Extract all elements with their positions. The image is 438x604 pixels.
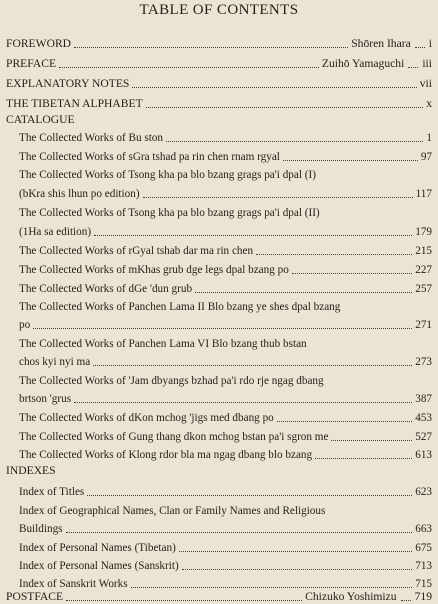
entry-title-cont: po <box>19 319 31 331</box>
entry-label: POSTFACE <box>6 590 64 603</box>
entry-title-cont: brtson 'grus <box>19 393 72 405</box>
dot-leader <box>33 328 412 329</box>
entry-title: The Collected Works of rGyal tshab dar ma rin chen <box>19 245 254 257</box>
toc-entry[interactable] <box>19 428 432 444</box>
entry-page: 719 <box>414 590 432 603</box>
toc-entry[interactable] <box>19 261 432 277</box>
toc-entry[interactable] <box>19 280 432 296</box>
dot-leader <box>195 292 412 293</box>
entry-title: Index of Personal Names (Sanskrit) <box>19 560 179 572</box>
toc-entry-preface[interactable] <box>6 55 432 71</box>
entry-title-cont: Buildings <box>19 523 63 535</box>
entry-title: The Collected Works of Bu ston <box>19 132 163 144</box>
toc-entry[interactable] <box>19 129 432 145</box>
toc-entry[interactable] <box>19 316 432 332</box>
entry-page: 387 <box>415 393 432 405</box>
entry-page: 273 <box>415 356 432 368</box>
dot-leader <box>315 458 412 459</box>
entry-page: 623 <box>415 486 432 498</box>
entry-title: Index of Sanskrit Works <box>19 578 128 590</box>
entry-title: The Collected Works of Gung thang dkon mchog bstan pa'i sgron me <box>19 431 329 443</box>
toc-entry-explanatory-notes[interactable] <box>6 75 432 91</box>
dot-leader <box>166 141 423 142</box>
entry-label: FOREWORD <box>6 37 72 50</box>
dot-leader <box>331 440 412 441</box>
toc-entry-line1[interactable] <box>19 298 432 314</box>
entry-page: 215 <box>415 245 432 257</box>
entry-page: 257 <box>415 283 432 295</box>
entry-title: The Collected Works of Tsong kha pa blo bzang grags pa'i dpal (II) <box>19 207 320 219</box>
toc-entry[interactable] <box>19 539 432 555</box>
entry-page: 1 <box>426 132 432 144</box>
entry-page: iii <box>422 57 432 70</box>
dot-leader <box>408 67 418 68</box>
entry-page: 179 <box>415 226 432 238</box>
entry-author: Zuihō Yamaguchi <box>321 57 405 70</box>
toc-entry-line1[interactable] <box>19 502 432 518</box>
dot-leader <box>132 87 416 88</box>
entry-title: The Collected Works of dKon mchog 'jigs med dbang po <box>19 412 274 424</box>
dot-leader <box>66 532 413 533</box>
entry-title: The Collected Works of 'Jam dbyangs bzhad pa'i rdo rje ngag dbang <box>19 375 324 387</box>
entry-page: 97 <box>420 151 432 163</box>
entry-title: The Collected Works of mKhas grub dge legs dpal bzang po <box>19 264 289 276</box>
entry-title: The Collected Works of Panchen Lama VI Blo bzang thub bstan <box>19 338 307 350</box>
toc-entry[interactable] <box>19 409 432 425</box>
entry-label: PREFACE <box>6 57 57 70</box>
entry-title: The Collected Works of Tsong kha pa blo bzang grags pa'i dpal (I) <box>19 169 316 181</box>
entry-title: Index of Titles <box>19 486 85 498</box>
toc-entry[interactable] <box>19 223 432 239</box>
entry-page: 453 <box>415 412 432 424</box>
dot-leader <box>179 551 412 552</box>
toc-entry-postface[interactable] <box>6 588 432 604</box>
entry-page: vii <box>419 77 432 90</box>
dot-leader <box>292 273 412 274</box>
dot-leader <box>146 107 424 108</box>
entry-page: 271 <box>415 319 432 331</box>
dot-leader <box>94 235 412 236</box>
toc-entry[interactable] <box>19 353 432 369</box>
dot-leader <box>401 600 411 601</box>
toc-entry[interactable] <box>19 557 432 573</box>
dot-leader <box>93 365 412 366</box>
entry-title-cont: (1Ha sa edition) <box>19 226 92 238</box>
dot-leader <box>256 254 412 255</box>
toc-entry-line1[interactable] <box>19 204 432 220</box>
entry-label: EXPLANATORY NOTES <box>6 77 130 90</box>
entry-title: Index of Geographical Names, Clan or Family Names and Religious <box>19 505 326 517</box>
entry-title: The Collected Works of dGe 'dun grub <box>19 283 193 295</box>
section-heading-indexes: INDEXES <box>6 464 56 477</box>
dot-leader <box>283 160 418 161</box>
entry-page: 227 <box>415 264 432 276</box>
entry-title: The Collected Works of sGra tshad pa rin chen rnam rgyal <box>19 151 280 163</box>
toc-entry[interactable] <box>19 185 432 201</box>
toc-entry-tibetan-alphabet[interactable] <box>6 95 432 111</box>
toc-entry-line1[interactable] <box>19 335 432 351</box>
dot-leader <box>66 600 302 601</box>
toc-entry-foreword[interactable] <box>6 35 432 51</box>
entry-title: Index of Personal Names (Tibetan) <box>19 542 176 554</box>
dot-leader <box>415 47 425 48</box>
entry-author: Chizuko Yoshimizu <box>305 590 397 603</box>
dot-leader <box>182 569 413 570</box>
toc-entry[interactable] <box>19 390 432 406</box>
entry-page: 713 <box>415 560 432 572</box>
entry-title-cont: chos kyi nyi ma <box>19 356 91 368</box>
toc-entry-line1[interactable] <box>19 166 432 182</box>
toc-entry[interactable] <box>19 148 432 164</box>
toc-entry[interactable] <box>19 242 432 258</box>
toc-entry[interactable] <box>19 446 432 462</box>
entry-page: 117 <box>415 188 432 200</box>
entry-title-cont: (bKra shis lhun po edition) <box>19 188 140 200</box>
dot-leader <box>87 495 412 496</box>
entry-label: THE TIBETAN ALPHABET <box>6 97 143 110</box>
entry-page: 663 <box>415 523 432 535</box>
entry-page: 527 <box>415 431 432 443</box>
entry-page: 715 <box>415 578 432 590</box>
page-title: TABLE OF CONTENTS <box>139 2 299 18</box>
toc-entry-line1[interactable] <box>19 372 432 388</box>
entry-page: x <box>426 97 432 110</box>
dot-leader <box>74 402 412 403</box>
entry-author: Shōren Ihara <box>351 37 411 50</box>
entry-page: i <box>428 37 432 50</box>
entry-title: The Collected Works of Klong rdor bla ma ngag dbang blo bzang <box>19 449 313 461</box>
dot-leader <box>59 67 319 68</box>
toc-entry[interactable] <box>19 520 432 536</box>
dot-leader <box>277 421 412 422</box>
entry-page: 675 <box>415 542 432 554</box>
entry-page: 613 <box>415 449 432 461</box>
entry-title: The Collected Works of Panchen Lama II Blo bzang ye shes dpal bzang <box>19 301 341 313</box>
dot-leader <box>143 197 413 198</box>
section-heading-catalogue: CATALOGUE <box>6 113 75 126</box>
toc-entry[interactable] <box>19 483 432 499</box>
dot-leader <box>74 47 348 48</box>
